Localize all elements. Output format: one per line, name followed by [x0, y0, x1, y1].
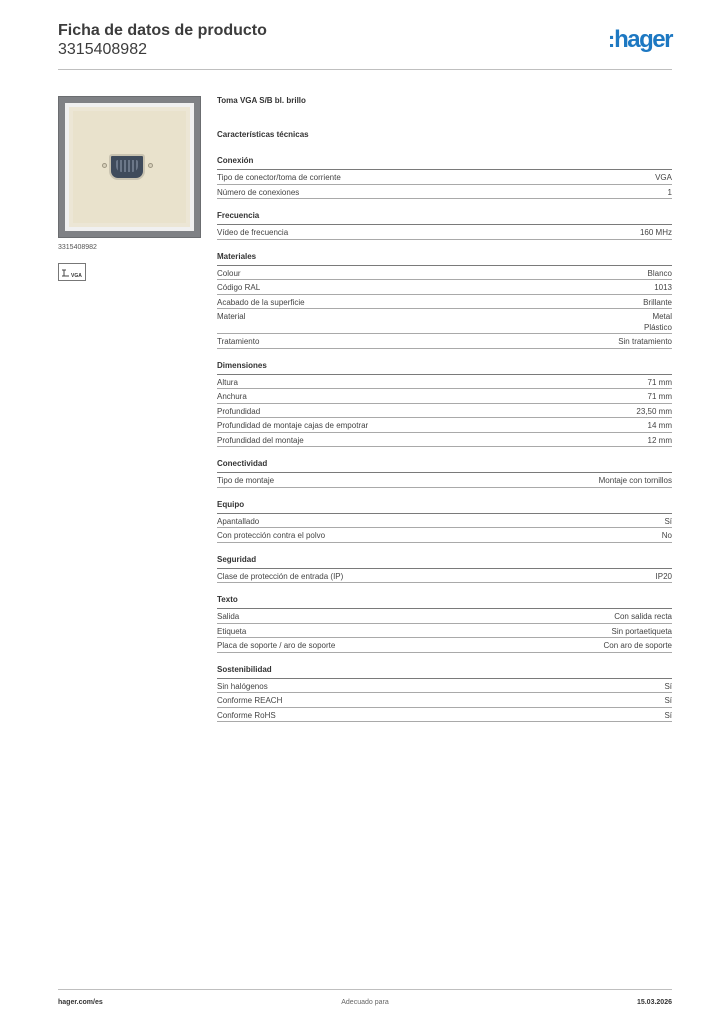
spec-label: Conforme RoHS: [217, 710, 276, 720]
spec-label: Placa de soporte / aro de soporte: [217, 641, 336, 650]
spec-label: Tratamiento: [217, 337, 260, 346]
spec-value: 23,50 mm: [636, 406, 672, 416]
document-title: Ficha de datos de producto: [58, 22, 267, 39]
screw-right: [148, 163, 153, 168]
product-name: Toma VGA S/B bl. brillo: [217, 96, 306, 105]
spec-value: Brillante: [643, 297, 672, 307]
spec-row: [217, 309, 672, 334]
spec-value: 14 mm: [647, 421, 672, 430]
spec-value: VGA: [655, 173, 672, 182]
spec-label: Conforme REACH: [217, 696, 283, 705]
spec-row: [217, 295, 672, 310]
spec-row: [217, 389, 672, 404]
spec-row: [217, 514, 672, 529]
spec-row: [217, 609, 672, 624]
spec-label: Código RAL: [217, 283, 261, 292]
spec-group-title: Seguridad: [217, 555, 672, 569]
spec-label: Con protección contra el polvo: [217, 531, 326, 540]
section-heading: Características técnicas: [217, 130, 309, 139]
footer-center-text: Adecuado para: [341, 999, 389, 1006]
spec-label: Profundidad: [217, 406, 261, 416]
spec-value: Sí: [664, 696, 672, 705]
spec-group: [217, 500, 672, 543]
product-code: 3315408982: [58, 41, 147, 58]
spec-value: IP20: [655, 571, 672, 581]
spec-value: 71 mm: [647, 392, 672, 401]
spec-row: [217, 624, 672, 639]
spec-label: Clase de protección de entrada (IP): [217, 571, 344, 581]
spec-row: [217, 638, 672, 653]
spec-value: Sí: [664, 516, 672, 526]
screw-left: [102, 163, 107, 168]
spec-row: [217, 693, 672, 708]
spec-group: [217, 252, 672, 349]
spec-label: Número de conexiones: [217, 187, 300, 197]
spec-row: [217, 418, 672, 433]
spec-group: [217, 665, 672, 723]
spec-group-title: Conexión: [217, 156, 672, 170]
logo-text: hager: [614, 26, 672, 53]
page-footer: [58, 989, 672, 1009]
spec-label: Salida: [217, 612, 240, 621]
spec-group: [217, 156, 672, 199]
spec-value: Con salida recta: [614, 612, 672, 621]
spec-value: Con aro de soporte: [603, 641, 672, 650]
hager-logo: [608, 28, 672, 52]
spec-group: [217, 211, 672, 240]
spec-row: [217, 225, 672, 240]
spec-group-title: Sostenibilidad: [217, 665, 672, 679]
spec-label: Material: [217, 312, 246, 321]
vga-connector: [109, 154, 145, 180]
spec-column: [217, 96, 672, 722]
image-caption: 3315408982: [58, 244, 97, 251]
spec-label: Apantallado: [217, 516, 260, 526]
spec-row: [217, 528, 672, 543]
spec-label: Tipo de montaje: [217, 476, 275, 485]
spec-row: [217, 404, 672, 419]
spec-label: Tipo de conector/toma de corriente: [217, 173, 341, 182]
logo-dots: :: [607, 27, 615, 52]
spec-value: Sí: [664, 710, 672, 720]
spec-row: [217, 375, 672, 390]
spec-label: Colour: [217, 268, 241, 278]
spec-group: [217, 595, 672, 653]
spec-group-title: Frecuencia: [217, 211, 672, 225]
spec-label: Anchura: [217, 392, 247, 401]
spec-row: [217, 280, 672, 295]
spec-value: 160 MHz: [639, 228, 672, 237]
spec-group-title: Equipo: [217, 500, 672, 514]
product-image: [58, 96, 201, 238]
spec-group-title: Materiales: [217, 252, 672, 266]
spec-value: Blanco: [647, 268, 672, 278]
spec-row: [217, 473, 672, 488]
spec-label: Etiqueta: [217, 626, 247, 636]
spec-row: [217, 185, 672, 200]
spec-group-title: Texto: [217, 595, 672, 609]
spec-label: Profundidad de montaje cajas de empotrar: [217, 421, 369, 430]
spec-row: [217, 569, 672, 584]
spec-value: 71 mm: [647, 377, 672, 387]
spec-value: Montaje con tornillos: [598, 476, 672, 485]
spec-row: [217, 334, 672, 349]
symbol-label: VGA: [71, 273, 82, 279]
spec-label: Acabado de la superficie: [217, 297, 305, 307]
spec-label: Altura: [217, 377, 238, 387]
spec-group-title: Conectividad: [217, 459, 672, 473]
spec-label: Profundidad del montaje: [217, 435, 304, 445]
spec-value: Sin tratamiento: [618, 337, 672, 346]
spec-value: No: [661, 531, 672, 540]
spec-group-title: Dimensiones: [217, 361, 672, 375]
spec-row: [217, 170, 672, 185]
spec-row: [217, 433, 672, 448]
spec-value: Sin portaetiqueta: [611, 626, 672, 636]
spec-label: Vídeo de frecuencia: [217, 228, 289, 237]
footer-date: 15.03.2026: [636, 999, 672, 1006]
spec-group: [217, 555, 672, 584]
spec-value: 12 mm: [647, 435, 672, 445]
page-header: [58, 22, 672, 70]
spec-row: [217, 266, 672, 281]
spec-group: [217, 459, 672, 488]
left-column: [58, 96, 203, 281]
spec-group: [217, 361, 672, 448]
footer-website: hager.com/es: [58, 999, 103, 1006]
vga-symbol-icon: [58, 263, 86, 281]
spec-value: 1013: [654, 283, 672, 292]
spec-value: Metal Plástico: [643, 312, 672, 332]
spec-groups: [217, 156, 672, 722]
spec-value: 1: [667, 187, 672, 197]
spec-value: Sí: [664, 681, 672, 691]
spec-label: Sin halógenos: [217, 681, 268, 691]
spec-row: [217, 708, 672, 723]
spec-row: [217, 679, 672, 694]
